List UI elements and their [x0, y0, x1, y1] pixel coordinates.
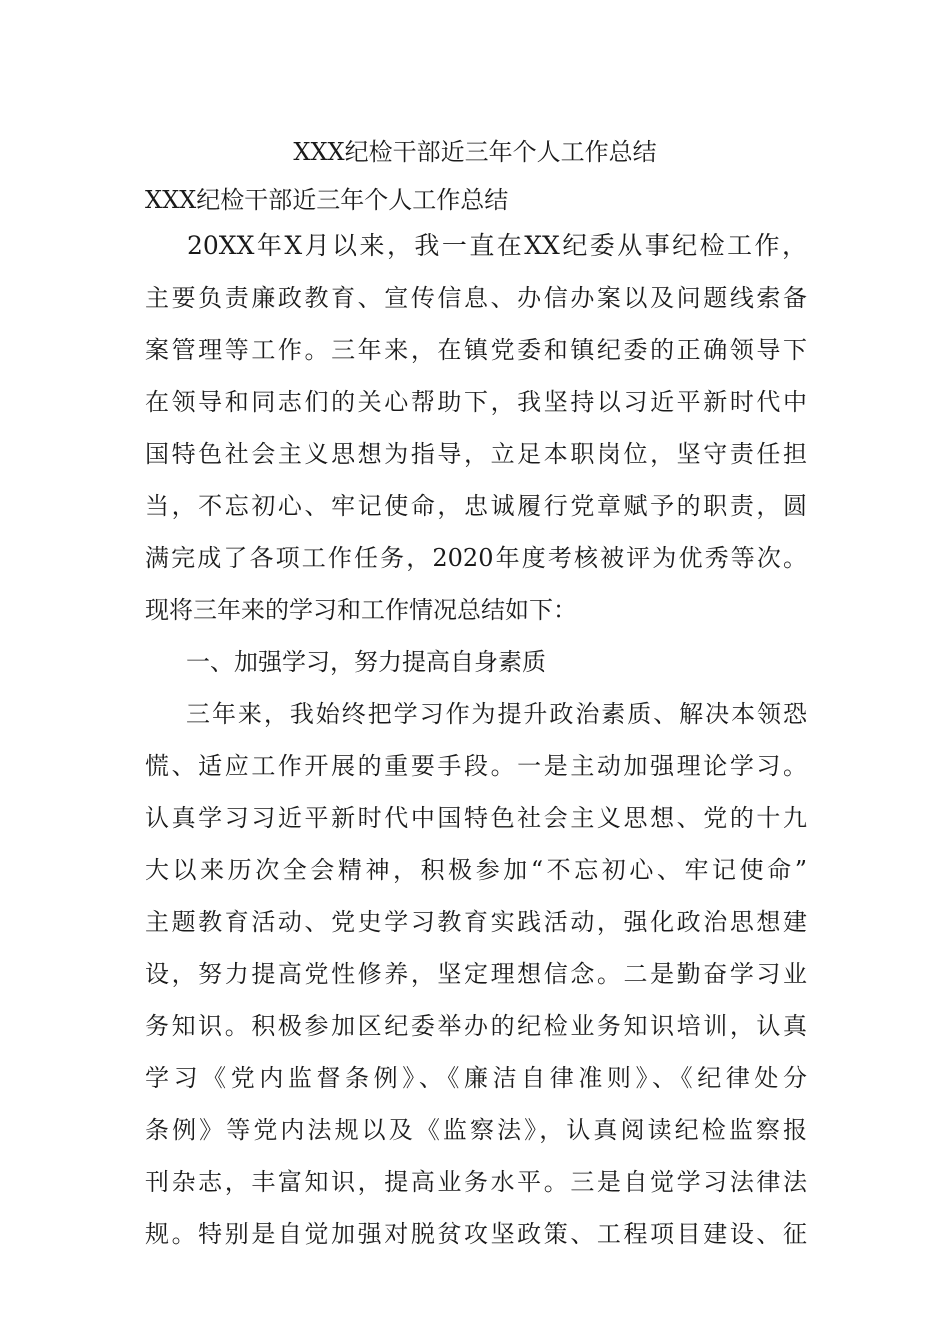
paragraph-line: 主题教育活动、党史学习教育实践活动，强化政治思想建	[145, 908, 807, 936]
paragraph-line: 学习《党内监督条例》、《廉洁自律准则》、《纪律处分	[145, 1064, 807, 1092]
paragraph-line: 在领导和同志们的关心帮助下，我坚持以习近平新时代中	[145, 388, 807, 416]
paragraph-line: 三年来，我始终把学习作为提升政治素质、解决本领恐	[186, 700, 807, 728]
document-body	[145, 180, 807, 1260]
paragraph-line: 设，努力提高党性修养，坚定理想信念。二是勤奋学习业	[145, 960, 807, 988]
paragraph-intro	[145, 220, 807, 636]
paragraph-line: 主要负责廉政教育、宣传信息、办信办案以及问题线索备	[145, 284, 807, 312]
paragraph-line: 大以来历次全会精神，积极参加“不忘初心、牢记使命”	[145, 856, 807, 884]
section-heading: 一、加强学习，努力提高自身素质	[186, 648, 546, 676]
paragraph-line: 慌、适应工作开展的重要手段。一是主动加强理论学习。	[145, 752, 807, 780]
paragraph-line: 国特色社会主义思想为指导，立足本职岗位，坚守责任担	[145, 440, 807, 468]
paragraph-line: 条例》等党内法规以及《监察法》，认真阅读纪检监察报	[145, 1116, 807, 1144]
paragraph-line: 满完成了各项工作任务，2020年度考核被评为优秀等次。	[145, 544, 807, 572]
paragraph-line: 案管理等工作。三年来，在镇党委和镇纪委的正确领导下	[145, 336, 807, 364]
document-title: XXX纪检干部近三年个人工作总结	[293, 138, 657, 166]
paragraph-line: 规。特别是自觉加强对脱贫攻坚政策、工程项目建设、征	[145, 1220, 807, 1248]
paragraph-line: 务知识。积极参加区纪委举办的纪检业务知识培训，认真	[145, 1012, 807, 1040]
paragraph-line: 当，不忘初心、牢记使命，忠诚履行党章赋予的职责，圆	[145, 492, 807, 520]
document-subtitle: XXX纪检干部近三年个人工作总结	[145, 186, 509, 214]
paragraph-line: 20XX年X月以来，我一直在XX纪委从事纪检工作，	[187, 231, 807, 260]
paragraph-line: 刊杂志，丰富知识，提高业务水平。三是自觉学习法律法	[145, 1168, 807, 1196]
paragraph-line: 认真学习习近平新时代中国特色社会主义思想、党的十九	[145, 804, 807, 832]
paragraph-line: 现将三年来的学习和工作情况总结如下：	[145, 596, 577, 624]
paragraph-study	[145, 688, 807, 1260]
